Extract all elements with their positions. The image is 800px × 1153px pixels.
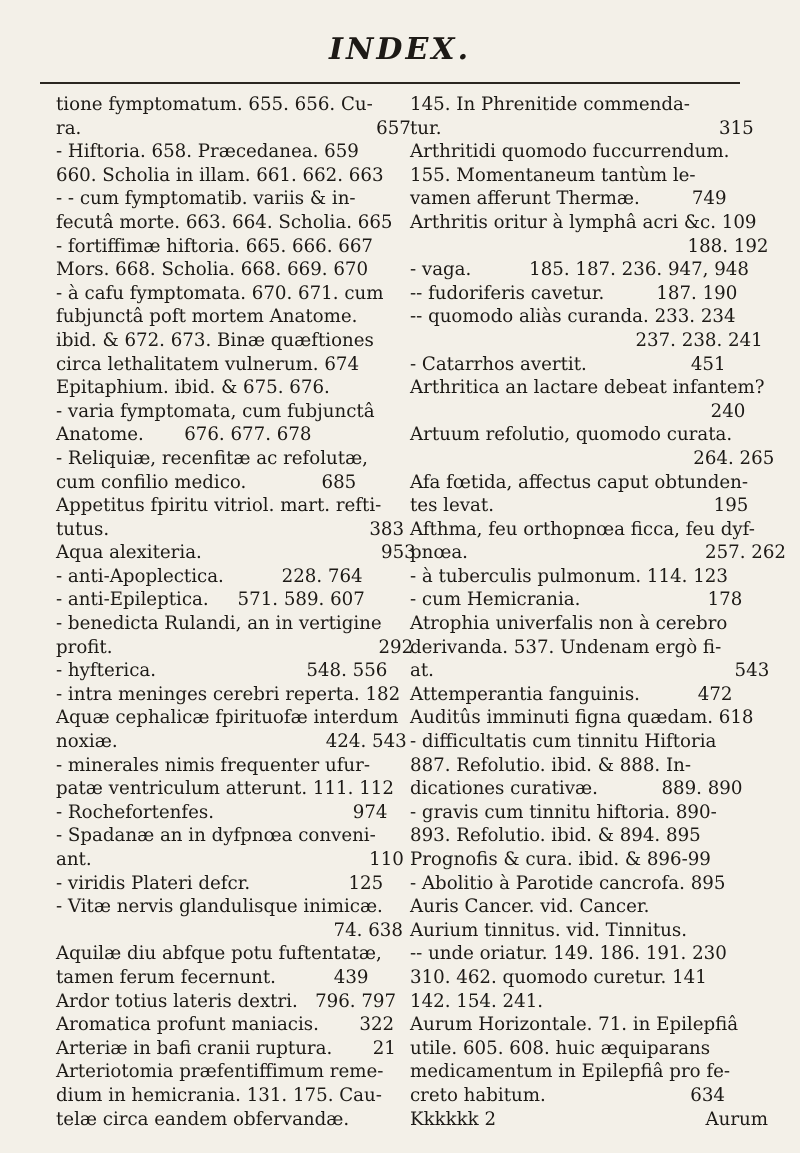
- index-entry-line: 237. 238. 241: [410, 329, 763, 351]
- right-column: [410, 93, 786, 1131]
- index-entry-line: medicamentum in Epilepfiâ pro fe-: [410, 1061, 731, 1083]
- index-entry-line: - difficultatis cum tinnitu Hiftoria: [410, 731, 717, 753]
- index-entry-line: - Catarrhos avertit. 451: [410, 353, 726, 375]
- index-entry-line: derivanda. 537. Undenam ergò fi-: [410, 636, 722, 658]
- index-entry-line: Atrophia univerfalis non à cerebro: [410, 613, 728, 635]
- index-entry-line: creto habitum. 634: [410, 1084, 725, 1106]
- index-entry-line: Arthritis oritur à lymphâ acri &c. 109: [410, 211, 757, 233]
- index-entry-line: 660. Scholia in illam. 661. 662. 663: [56, 164, 384, 186]
- index-entry-line: 188. 192: [410, 235, 769, 257]
- index-entry-line: telæ circa eandem obfervandæ.: [56, 1108, 350, 1130]
- index-entry-line: Aquilæ diu abfque potu fuftentatæ,: [56, 943, 382, 965]
- index-entry-line: Aromatica profunt maniacis. 322: [56, 1014, 395, 1036]
- index-entry-line: Auditûs imminuti figna quædam. 618: [410, 707, 754, 729]
- index-entry-line: fecutâ morte. 663. 664. Scholia. 665: [56, 211, 393, 233]
- index-entry-line: Arteriæ in bafi cranii ruptura. 21: [56, 1037, 396, 1059]
- index-entry-line: 310. 462. quomodo curetur. 141: [410, 966, 707, 988]
- index-entry-line: - Reliquiæ, recenfitæ ac refolutæ,: [56, 447, 368, 469]
- index-entry-line: Aurium tinnitus. vid. Tinnitus.: [410, 919, 688, 941]
- index-entry-line: fubjunctâ poft mortem Anatome.: [56, 306, 358, 328]
- index-entry-line: ibid. & 672. 673. Binæ quæftiones: [56, 329, 374, 351]
- index-entry-line: - anti-Epileptica. 571. 589. 607: [56, 589, 365, 611]
- index-entry-line: - Spadanæ an in dyfpnœa conveni-: [56, 825, 376, 847]
- index-entry-line: Arthritica an lactare debeat infantem?: [410, 377, 765, 399]
- left-column: [56, 93, 416, 1131]
- index-entry-line: Aqua alexiteria. 953: [56, 542, 416, 564]
- signature-mark: Kkkkkk 2: [410, 1108, 497, 1130]
- index-entry-line: -- unde oriatur. 149. 186. 191. 230: [410, 943, 727, 965]
- index-entry-line: tione fymptomatum. 655. 656. Cu-: [56, 94, 373, 115]
- index-entry-line: ant. 110: [56, 849, 404, 870]
- index-entry-line: ra. 657: [56, 117, 411, 139]
- index-entry-line: 142. 154. 241.: [410, 990, 544, 1012]
- index-entry-line: at. 543: [410, 660, 770, 682]
- index-entry-line: Attemperantia fanguinis. 472: [410, 683, 733, 705]
- page-title: INDEX.: [328, 32, 472, 67]
- index-entry-line: tur. 315: [410, 117, 754, 139]
- index-entry-line: - - cum fymptomatib. variis & in-: [56, 188, 356, 210]
- index-entry-line: tutus. 383: [56, 518, 405, 540]
- index-entry-line: circa lethalitatem vulnerum. 674: [56, 353, 360, 375]
- index-entry-line: -- quomodo aliàs curanda. 233. 234: [410, 306, 736, 328]
- index-entry-line: Artuum refolutio, quomodo curata.: [410, 424, 733, 446]
- index-entry-line: Afa fœtida, affectus caput obtunden-: [410, 471, 748, 493]
- index-entry-line: patæ ventriculum atterunt. 111. 112: [56, 778, 394, 800]
- index-entry-line: Arteriotomia præfentiffimum reme-: [56, 1061, 384, 1083]
- index-entry-line: - hyfterica. 548. 556: [56, 660, 388, 682]
- index-entry-line: cum confilio medico. 685: [56, 471, 357, 493]
- index-entry-line: vamen afferunt Thermæ. 749: [410, 188, 727, 210]
- index-entry-line: Anatome. 676. 677. 678: [56, 424, 312, 446]
- index-entry-line: - intra meninges cerebri reperta. 182: [56, 683, 401, 705]
- index-entry-line: - fortiffimæ hiftoria. 665. 666. 667: [56, 235, 373, 257]
- index-entry-line: dicationes curativæ. 889. 890: [410, 778, 743, 800]
- index-entry-line: - à tuberculis pulmonum. 114. 123: [410, 565, 728, 587]
- index-entry-line: Mors. 668. Scholia. 668. 669. 670: [56, 259, 369, 281]
- index-entry-line: - minerales nimis frequenter ufur-: [56, 754, 370, 776]
- index-entry-line: dium in hemicrania. 131. 175. Cau-: [56, 1084, 382, 1106]
- index-entry-line: 240: [410, 400, 746, 422]
- index-entry-line: noxiæ. 424. 543: [56, 731, 407, 753]
- index-entry-line: utile. 605. 608. huic æquiparans: [410, 1037, 711, 1059]
- index-entry-line: - vaga. 185. 187. 236. 947, 948: [410, 259, 749, 281]
- index-entry-line: Epitaphium. ibid. & 675. 676.: [56, 377, 330, 399]
- index-entry-line: 155. Momentaneum tantùm le-: [410, 164, 696, 186]
- index-entry-line: tamen ferum fecernunt. 439: [56, 966, 369, 988]
- index-entry-line: pnœa. 257. 262: [410, 542, 786, 564]
- index-entry-line: -- fudoriferis cavetur. 187. 190: [410, 282, 738, 304]
- index-entry-line: Auris Cancer. vid. Cancer.: [410, 896, 650, 918]
- index-entry-line: Prognofis & cura. ibid. & 896-99: [410, 849, 711, 870]
- index-entry-line: - Vitæ nervis glandulisque inimicæ.: [56, 896, 383, 918]
- index-entry-line: Arthritidi quomodo fuccurrendum.: [410, 141, 730, 163]
- index-entry-line: - Rochefortenfes. 974: [56, 801, 388, 823]
- index-entry-line: 887. Refolutio. ibid. & 888. In-: [410, 754, 692, 776]
- footer-line: [410, 1108, 782, 1132]
- index-entry-line: 264. 265: [410, 447, 775, 469]
- index-entry-line: 74. 638: [56, 919, 403, 941]
- index-entry-line: - viridis Plateri defcr. 125: [56, 872, 384, 894]
- index-entry-line: Afthma, feu orthopnœa ficca, feu dyf-: [410, 518, 755, 540]
- index-entry-line: Appetitus fpiritu vitriol. mart. refti-: [56, 495, 382, 517]
- index-entry-line: Ardor totius lateris dextri. 796. 797: [56, 990, 397, 1012]
- index-entry-line: - benedicta Rulandi, an in vertigine: [56, 613, 382, 635]
- index-entry-line: 893. Refolutio. ibid. & 894. 895: [410, 825, 701, 847]
- index-entry-line: - varia fymptomata, cum fubjunctâ: [56, 400, 375, 422]
- index-entry-line: 145. In Phrenitide commenda-: [410, 94, 690, 115]
- index-entry-line: - Hiftoria. 658. Præcedanea. 659: [56, 141, 359, 163]
- header-rule: [40, 82, 740, 84]
- catchword: Aurum: [705, 1108, 768, 1130]
- index-entry-line: - anti-Apoplectica. 228. 764: [56, 565, 363, 587]
- index-entry-line: - gravis cum tinnitu hiftoria. 890-: [410, 801, 717, 823]
- index-entry-line: - cum Hemicrania. 178: [410, 589, 743, 611]
- index-entry-line: Aquæ cephalicæ fpirituofæ interdum: [56, 707, 399, 729]
- index-entry-line: Aurum Horizontale. 71. in Epilepfiâ: [410, 1014, 739, 1036]
- index-entry-line: - à cafu fymptomata. 670. 671. cum: [56, 282, 384, 304]
- index-entry-line: - Abolitio à Parotide cancrofa. 895: [410, 872, 726, 894]
- index-entry-line: tes levat. 195: [410, 495, 749, 517]
- index-entry-line: profit. 292: [56, 636, 414, 658]
